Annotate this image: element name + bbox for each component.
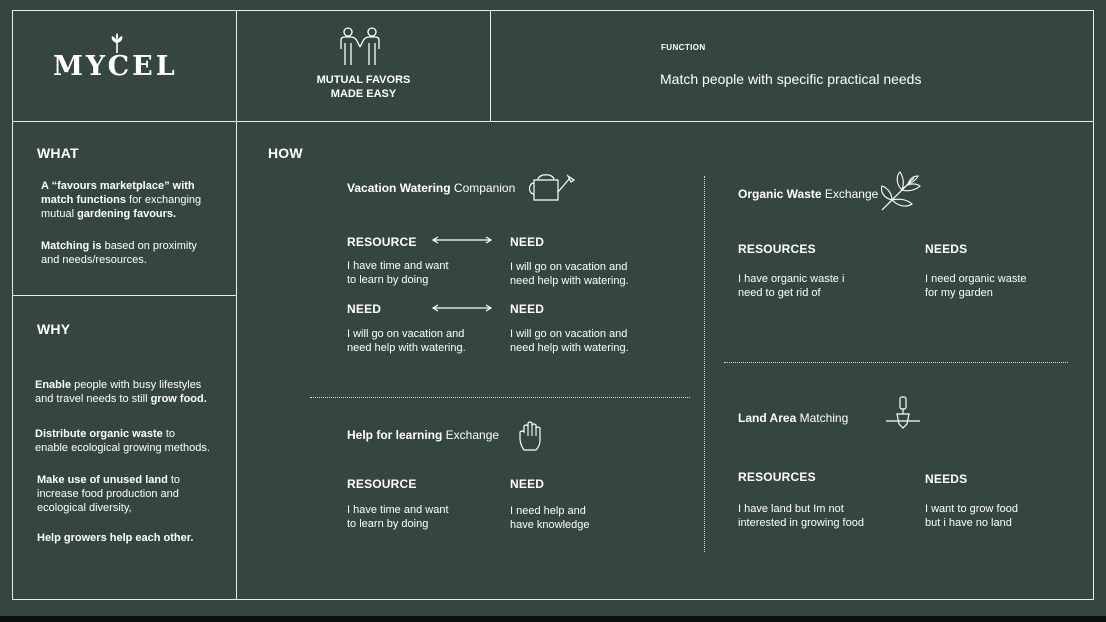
function-label: FUNCTION [661,43,706,52]
vacation-arrow-1 [432,235,492,245]
tagline-line-2: MADE EASY [330,88,397,100]
why-item-1 [35,378,235,406]
land-resources-text [738,502,864,530]
leaves-icon [876,170,922,214]
tagline [237,73,490,101]
vacation-title-bold: Vacation Watering [347,181,451,195]
how-title: HOW [268,145,303,161]
organic-title-bold: Organic Waste [738,187,822,201]
vacation-resource-label: RESOURCE [347,235,417,249]
vacation-need3-line-1: I will go on vacation and [510,328,628,340]
divider-vertical [704,176,705,552]
what-quote: A “favours marketplace” with [41,180,195,192]
why-text-4: enable ecological growing methods. [35,442,210,454]
why-item-3 [37,473,237,515]
what-paragraph-1 [41,179,231,221]
learning-resource-text [347,503,449,531]
learning-title-rest: Exchange [442,428,500,442]
vacation-need-text [510,260,629,288]
tagline-panel [236,10,491,122]
vacation-need2-line-2: need help with watering. [347,342,466,354]
why-text-2: and travel needs to still [35,393,151,405]
vacation-arrow-2 [432,303,492,313]
vacation-resource-line-2: to learn by doing [347,274,429,286]
land-needs-line-1: I want to grow food [925,503,1018,515]
land-needs-line-2: but i have no land [925,517,1012,529]
organic-needs-text [925,272,1027,300]
what-bold-gardening: gardening favours. [77,208,177,220]
logo-wordmark: MYCEL [53,51,178,82]
why-text-6: increase food production and [37,488,179,500]
land-title-bold: Land Area [738,411,797,425]
learning-need-line-1: I need help and [510,505,586,517]
land-resources-line-2: interested in growing food [738,517,864,529]
why-text-7: ecological diversity, [37,502,132,514]
function-text: Match people with specific practical needs [660,71,922,87]
why-item-2 [35,427,235,455]
why-bold-grow: grow food. [150,393,207,405]
why-item-4: Help growers help each other. [37,532,194,544]
land-needs-text [925,502,1018,530]
divider-left-horizontal [310,397,690,398]
learning-need-line-2: have knowledge [510,519,590,531]
organic-needs-label: NEEDS [925,242,968,256]
organic-title-rest: Exchange [821,187,879,201]
watering-can-icon [528,170,576,202]
vacation-need2-label: NEED [347,302,382,316]
learning-title [347,428,499,442]
why-text-5: to [167,474,181,486]
land-title-rest: Matching [796,411,849,425]
learning-resource-label: RESOURCE [347,477,417,491]
organic-needs-line-1: I need organic waste [925,273,1027,285]
vacation-need3-line-2: need help with watering. [510,342,629,354]
vacation-need2-text [347,327,466,355]
vacation-title [347,181,515,195]
organic-resources-line-1: I have organic waste i [738,273,845,285]
learning-need-text [510,504,590,532]
why-bold-enable: Enable [35,379,72,391]
what-text-3: based on proximity [101,240,197,252]
what-text-4: and needs/resources. [41,254,147,266]
what-title: WHAT [37,145,79,161]
why-bold-unused: Make use of unused land [37,474,168,486]
organic-needs-line-2: for my garden [925,287,993,299]
what-text: for exchanging [125,194,202,206]
hand-icon [518,420,544,452]
vacation-need-line-2: need help with watering. [510,275,629,287]
what-bold-match: match functions [41,194,126,206]
trowel-icon [886,396,920,430]
bottom-edge [0,616,1106,622]
divider-right-horizontal [724,362,1068,363]
organic-title [738,187,878,201]
vacation-need-label: NEED [510,235,545,249]
what-panel [12,121,237,296]
vacation-title-rest: Companion [450,181,516,195]
learning-title-bold: Help for learning [347,428,443,442]
why-text-1: people with busy lifestyles [71,379,202,391]
organic-resources-label: RESOURCES [738,242,816,256]
people-icon [337,27,383,67]
why-panel [12,295,237,600]
tagline-line-1: MUTUAL FAVORS [316,74,411,86]
land-resources-label: RESOURCES [738,470,816,484]
vacation-need-line-1: I will go on vacation and [510,261,628,273]
vacation-need3-label: NEED [510,302,545,316]
logo-panel [12,10,237,122]
vacation-resource-text [347,259,449,287]
learning-need-label: NEED [510,477,545,491]
land-title [738,411,848,425]
learning-resource-line-1: I have time and want [347,504,449,516]
land-needs-label: NEEDS [925,472,968,486]
what-paragraph-2 [41,239,231,267]
why-title: WHY [37,321,71,337]
learning-resource-line-2: to learn by doing [347,518,429,530]
vacation-need3-text [510,327,629,355]
vacation-resource-line-1: I have time and want [347,260,449,272]
what-bold-matching: Matching is [41,240,102,252]
land-resources-line-1: I have land but Im not [738,503,844,515]
organic-resources-text [738,272,844,300]
why-text-3: to [162,428,175,440]
why-bold-distribute: Distribute organic waste [35,428,163,440]
organic-resources-line-2: need to get rid of [738,287,821,299]
sprout-icon [109,33,125,53]
function-panel [490,10,1094,122]
what-text-2: mutual [41,208,78,220]
vacation-need2-line-1: I will go on vacation and [347,328,465,340]
